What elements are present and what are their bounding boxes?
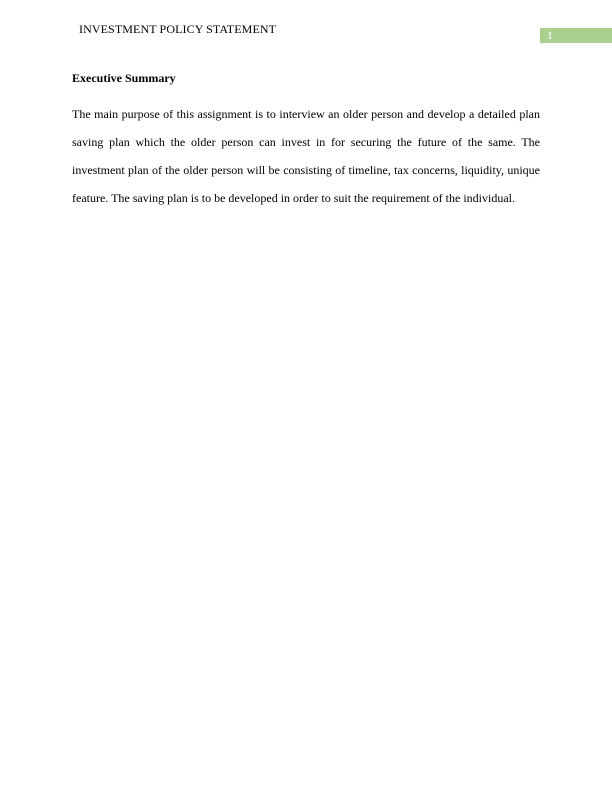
running-head: INVESTMENT POLICY STATEMENT [79,22,277,36]
body-paragraph: The main purpose of this assignment is to interview an older person and develop a detailed plan saving plan which the older person can invest in for securing the future of the same. The investment plan of the older person will be consisting of timeline, tax concerns, liquidity, unique feature. The saving plan is to be developed in order to suit the requirement of the individual. [72,107,540,205]
section-heading: Executive Summary [72,71,176,85]
page-number-box [540,28,612,43]
page-number: 1 [547,28,553,42]
